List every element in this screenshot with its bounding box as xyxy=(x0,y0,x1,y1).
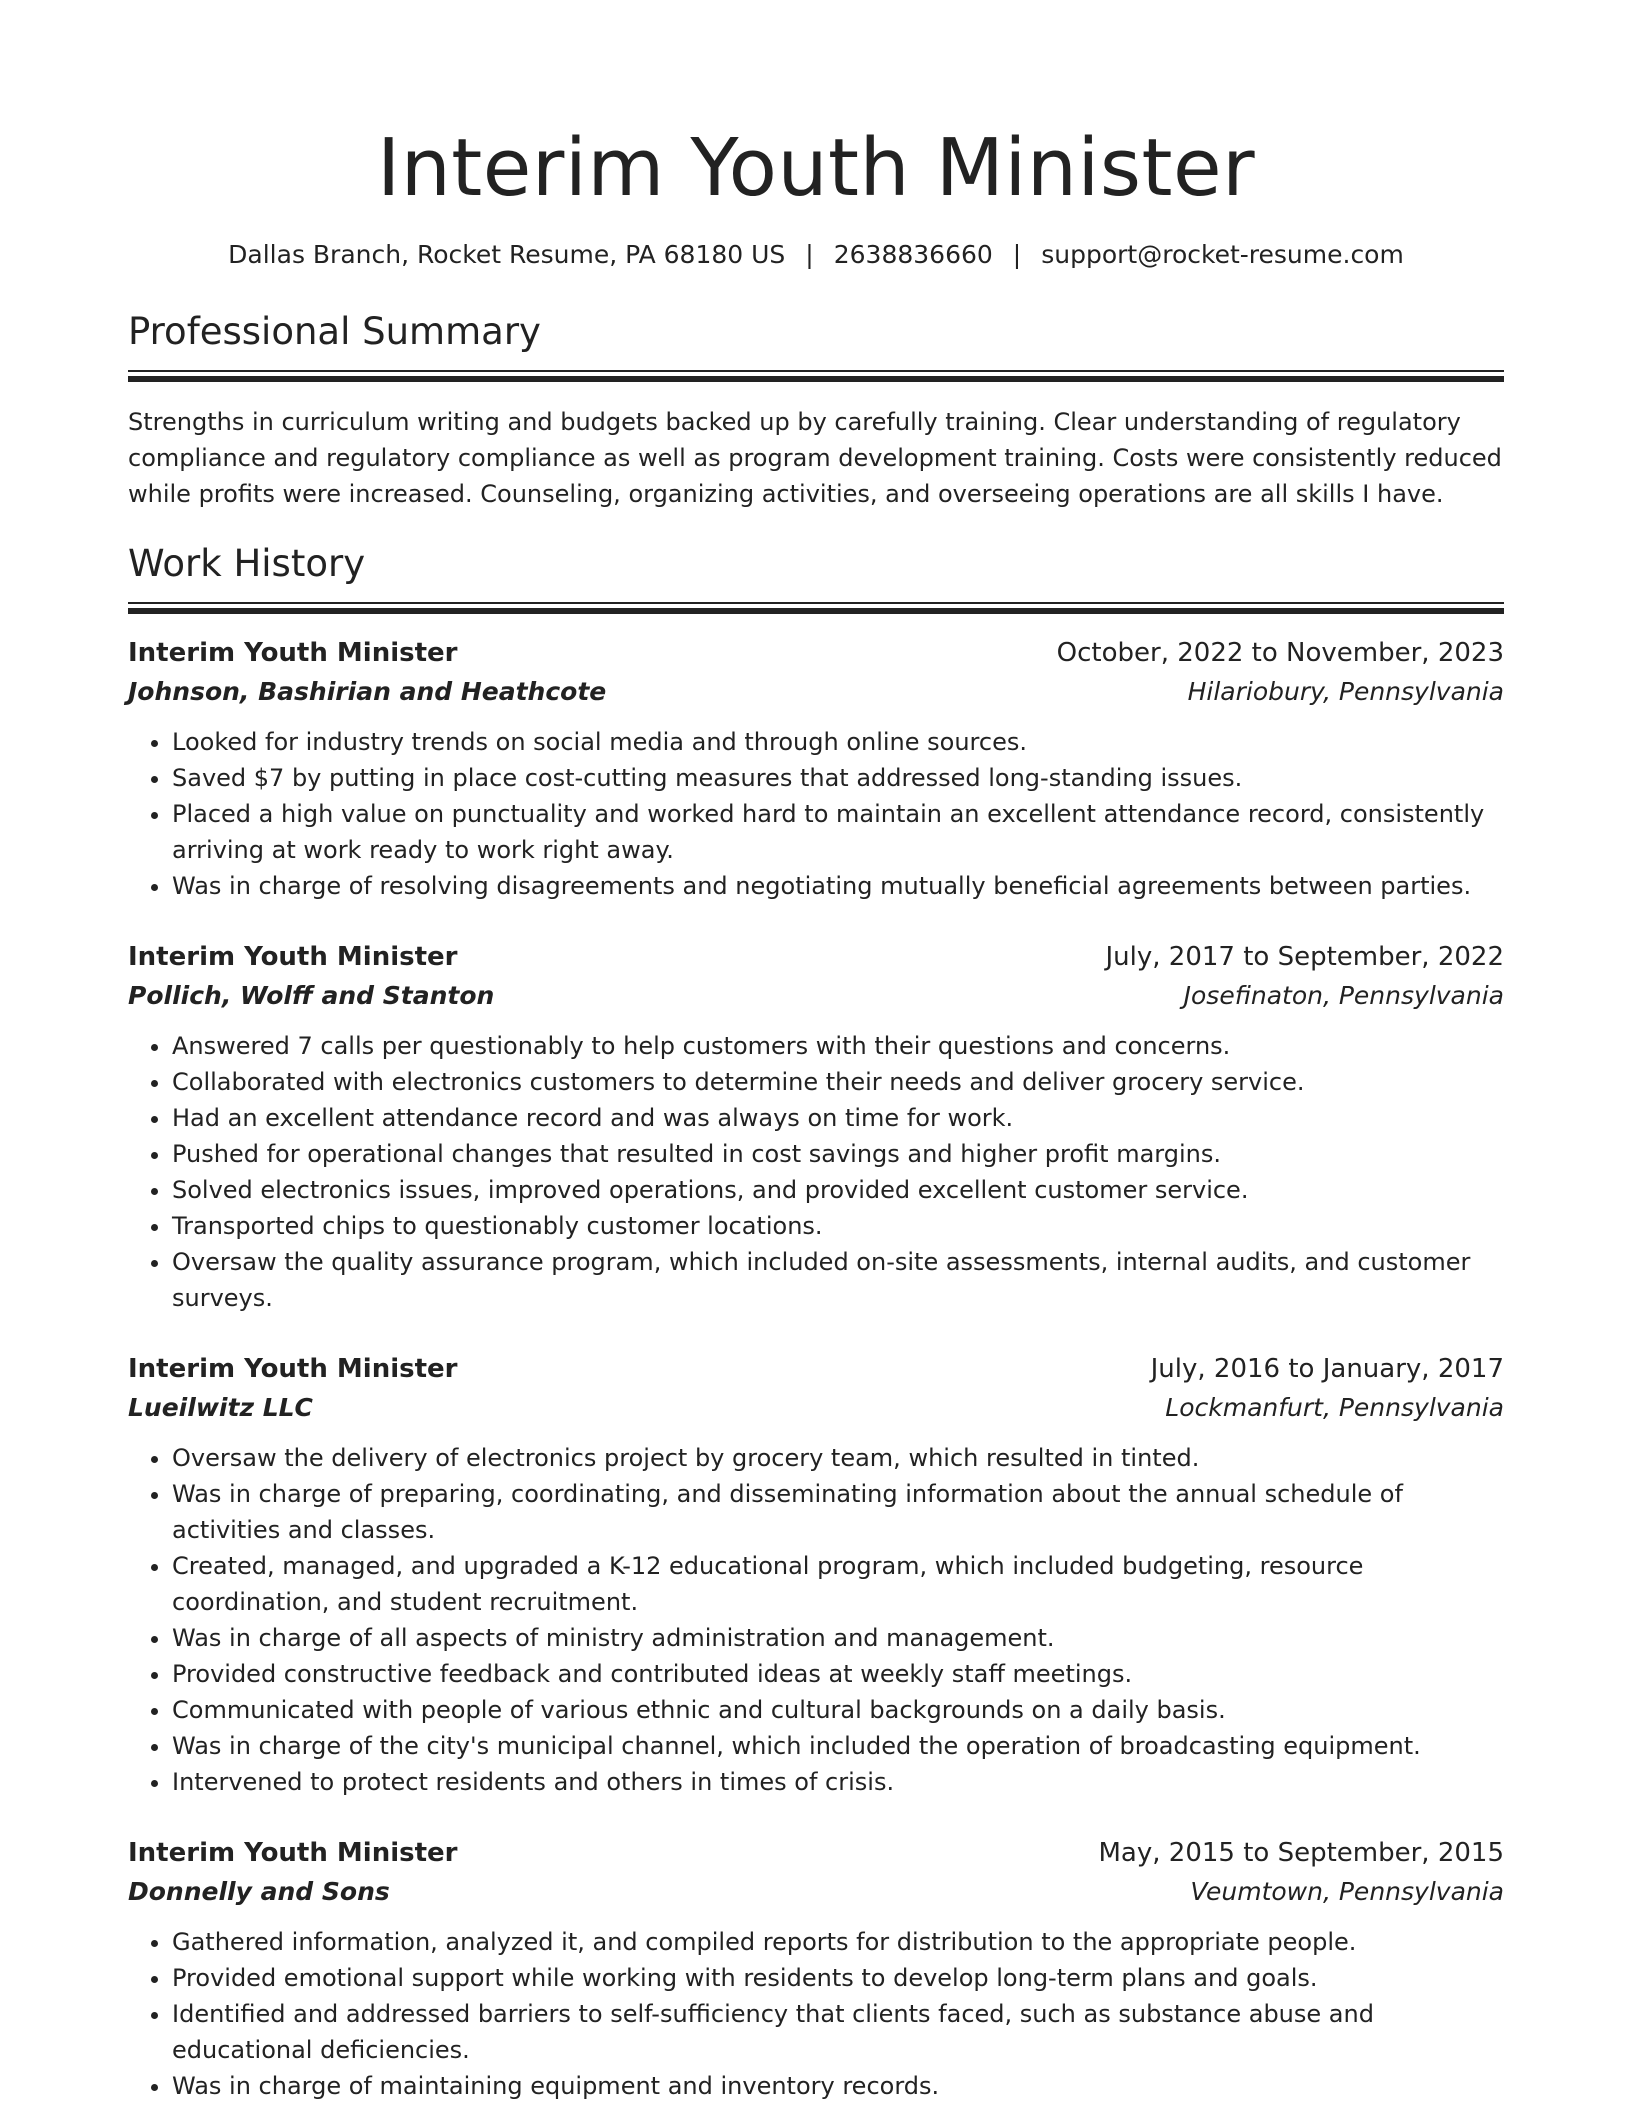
job-location: Lockmanfurt, Pennsylvania xyxy=(1165,1393,1504,1422)
job-bullet-item: • Looked for industry trends on social media and through online sources. xyxy=(172,724,1504,760)
job-bullet-item: • Solved electronics issues, improved operations, and provided excellent customer service. xyxy=(172,1172,1504,1208)
job-dates: July, 2016 to January, 2017 xyxy=(1150,1354,1504,1384)
job-header-row xyxy=(128,634,1504,672)
job-bullet-item: • Provided emotional support while working with residents to develop long-term plans and goals. xyxy=(172,1960,1504,1996)
job-header-row xyxy=(128,938,1504,976)
job-entry xyxy=(128,1834,1504,2104)
work-history-section xyxy=(128,540,1504,2104)
job-company: Donnelly and Sons xyxy=(128,1877,390,1906)
job-location: Veumtown, Pennsylvania xyxy=(1190,1877,1504,1906)
job-bullet-item: • Identified and addressed barriers to self-sufficiency that clients faced, such as substance abuse and educational deficiencies. xyxy=(172,1996,1504,2068)
job-bullet-item: • Answered 7 calls per questionably to help customers with their questions and concerns. xyxy=(172,1028,1504,1064)
work-history-heading: Work History xyxy=(128,542,366,585)
job-bullet-item: • Collaborated with electronics customers to determine their needs and deliver grocery service. xyxy=(172,1064,1504,1100)
job-title: Interim Youth Minister xyxy=(128,1838,458,1868)
job-location: Hilariobury, Pennsylvania xyxy=(1187,677,1504,706)
job-title: Interim Youth Minister xyxy=(128,638,458,668)
job-bullet-item: • Gathered information, analyzed it, and compiled reports for distribution to the appropriate people. xyxy=(172,1924,1504,1960)
section-divider xyxy=(128,602,1504,612)
job-bullet-item: • Intervened to protect residents and others in times of crisis. xyxy=(172,1764,1504,1800)
contact-separator: | xyxy=(805,240,814,269)
job-bullet-item: • Had an excellent attendance record and was always on time for work. xyxy=(172,1100,1504,1136)
job-bullet-item: • Communicated with people of various ethnic and cultural backgrounds on a daily basis. xyxy=(172,1692,1504,1728)
job-company-row xyxy=(128,672,1504,712)
job-company-row xyxy=(128,1872,1504,1912)
job-title: Interim Youth Minister xyxy=(128,942,458,972)
job-bullet-item: • Placed a high value on punctuality and worked hard to maintain an excellent attendance record, consistently arriving at work ready to work right away. xyxy=(172,796,1504,868)
summary-heading: Professional Summary xyxy=(128,310,541,353)
resume-name: Interim Youth Minister xyxy=(376,122,1256,214)
job-title: Interim Youth Minister xyxy=(128,1354,458,1384)
job-bullet-item: • Was in charge of maintaining equipment and inventory records. xyxy=(172,2068,1504,2104)
job-bullet-item: • Was in charge of all aspects of ministry administration and management. xyxy=(172,1620,1504,1656)
job-bullet-item: • Provided constructive feedback and contributed ideas at weekly staff meetings. xyxy=(172,1656,1504,1692)
job-dates: October, 2022 to November, 2023 xyxy=(1056,638,1504,668)
job-dates: May, 2015 to September, 2015 xyxy=(1098,1838,1504,1868)
job-company: Pollich, Wolff and Stanton xyxy=(128,981,495,1010)
job-bullets xyxy=(128,1440,1504,1800)
job-bullet-item: • Was in charge of the city's municipal channel, which included the operation of broadcasting equipment. xyxy=(172,1728,1504,1764)
job-list xyxy=(128,634,1504,2104)
job-company-row xyxy=(128,976,1504,1016)
job-bullet-item: • Oversaw the quality assurance program, which included on-site assessments, internal audits, and customer surveys. xyxy=(172,1244,1504,1316)
summary-text: Strengths in curriculum writing and budgets backed up by carefully training. Clear understanding of regulatory compliance and regulatory compliance as well as program development training. Costs were consistently reduced while profits were increased. Counseling, organizing activities, and overseeing operations are all skills I have. xyxy=(128,408,1502,508)
job-company-row xyxy=(128,1388,1504,1428)
job-dates: July, 2017 to September, 2022 xyxy=(1105,942,1504,972)
contact-phone: 2638836660 xyxy=(833,240,993,269)
job-bullet-item: • Saved $7 by putting in place cost-cutting measures that addressed long-standing issues. xyxy=(172,760,1504,796)
job-bullet-item: • Created, managed, and upgraded a K-12 educational program, which included budgeting, resource coordination, and student recruitment. xyxy=(172,1548,1504,1620)
job-entry xyxy=(128,938,1504,1316)
job-header-row xyxy=(128,1350,1504,1388)
contact-email: support@rocket-resume.com xyxy=(1041,240,1404,269)
job-bullet-item: • Pushed for operational changes that resulted in cost savings and higher profit margins. xyxy=(172,1136,1504,1172)
contact-line xyxy=(128,238,1504,272)
resume-page xyxy=(128,118,1504,2104)
job-bullets xyxy=(128,724,1504,904)
job-entry xyxy=(128,1350,1504,1800)
contact-separator: | xyxy=(1012,240,1022,269)
summary-section xyxy=(128,308,1504,512)
section-divider xyxy=(128,370,1504,380)
job-bullet-item: • Was in charge of resolving disagreements and negotiating mutually beneficial agreements between parties. xyxy=(172,868,1504,904)
contact-address: Dallas Branch, Rocket Resume, PA 68180 US xyxy=(228,240,786,269)
job-bullets xyxy=(128,1028,1504,1316)
job-bullet-item: • Was in charge of preparing, coordinating, and disseminating information about the annual schedule of activities and classes. xyxy=(172,1476,1504,1548)
job-company: Lueilwitz LLC xyxy=(128,1393,313,1422)
job-entry xyxy=(128,634,1504,904)
job-bullet-item: • Oversaw the delivery of electronics project by grocery team, which resulted in tinted. xyxy=(172,1440,1504,1476)
job-bullet-item: • Transported chips to questionably customer locations. xyxy=(172,1208,1504,1244)
job-location: Josefinaton, Pennsylvania xyxy=(1183,981,1504,1010)
job-bullets xyxy=(128,1924,1504,2104)
job-header-row xyxy=(128,1834,1504,1872)
job-company: Johnson, Bashirian and Heathcote xyxy=(128,677,607,706)
